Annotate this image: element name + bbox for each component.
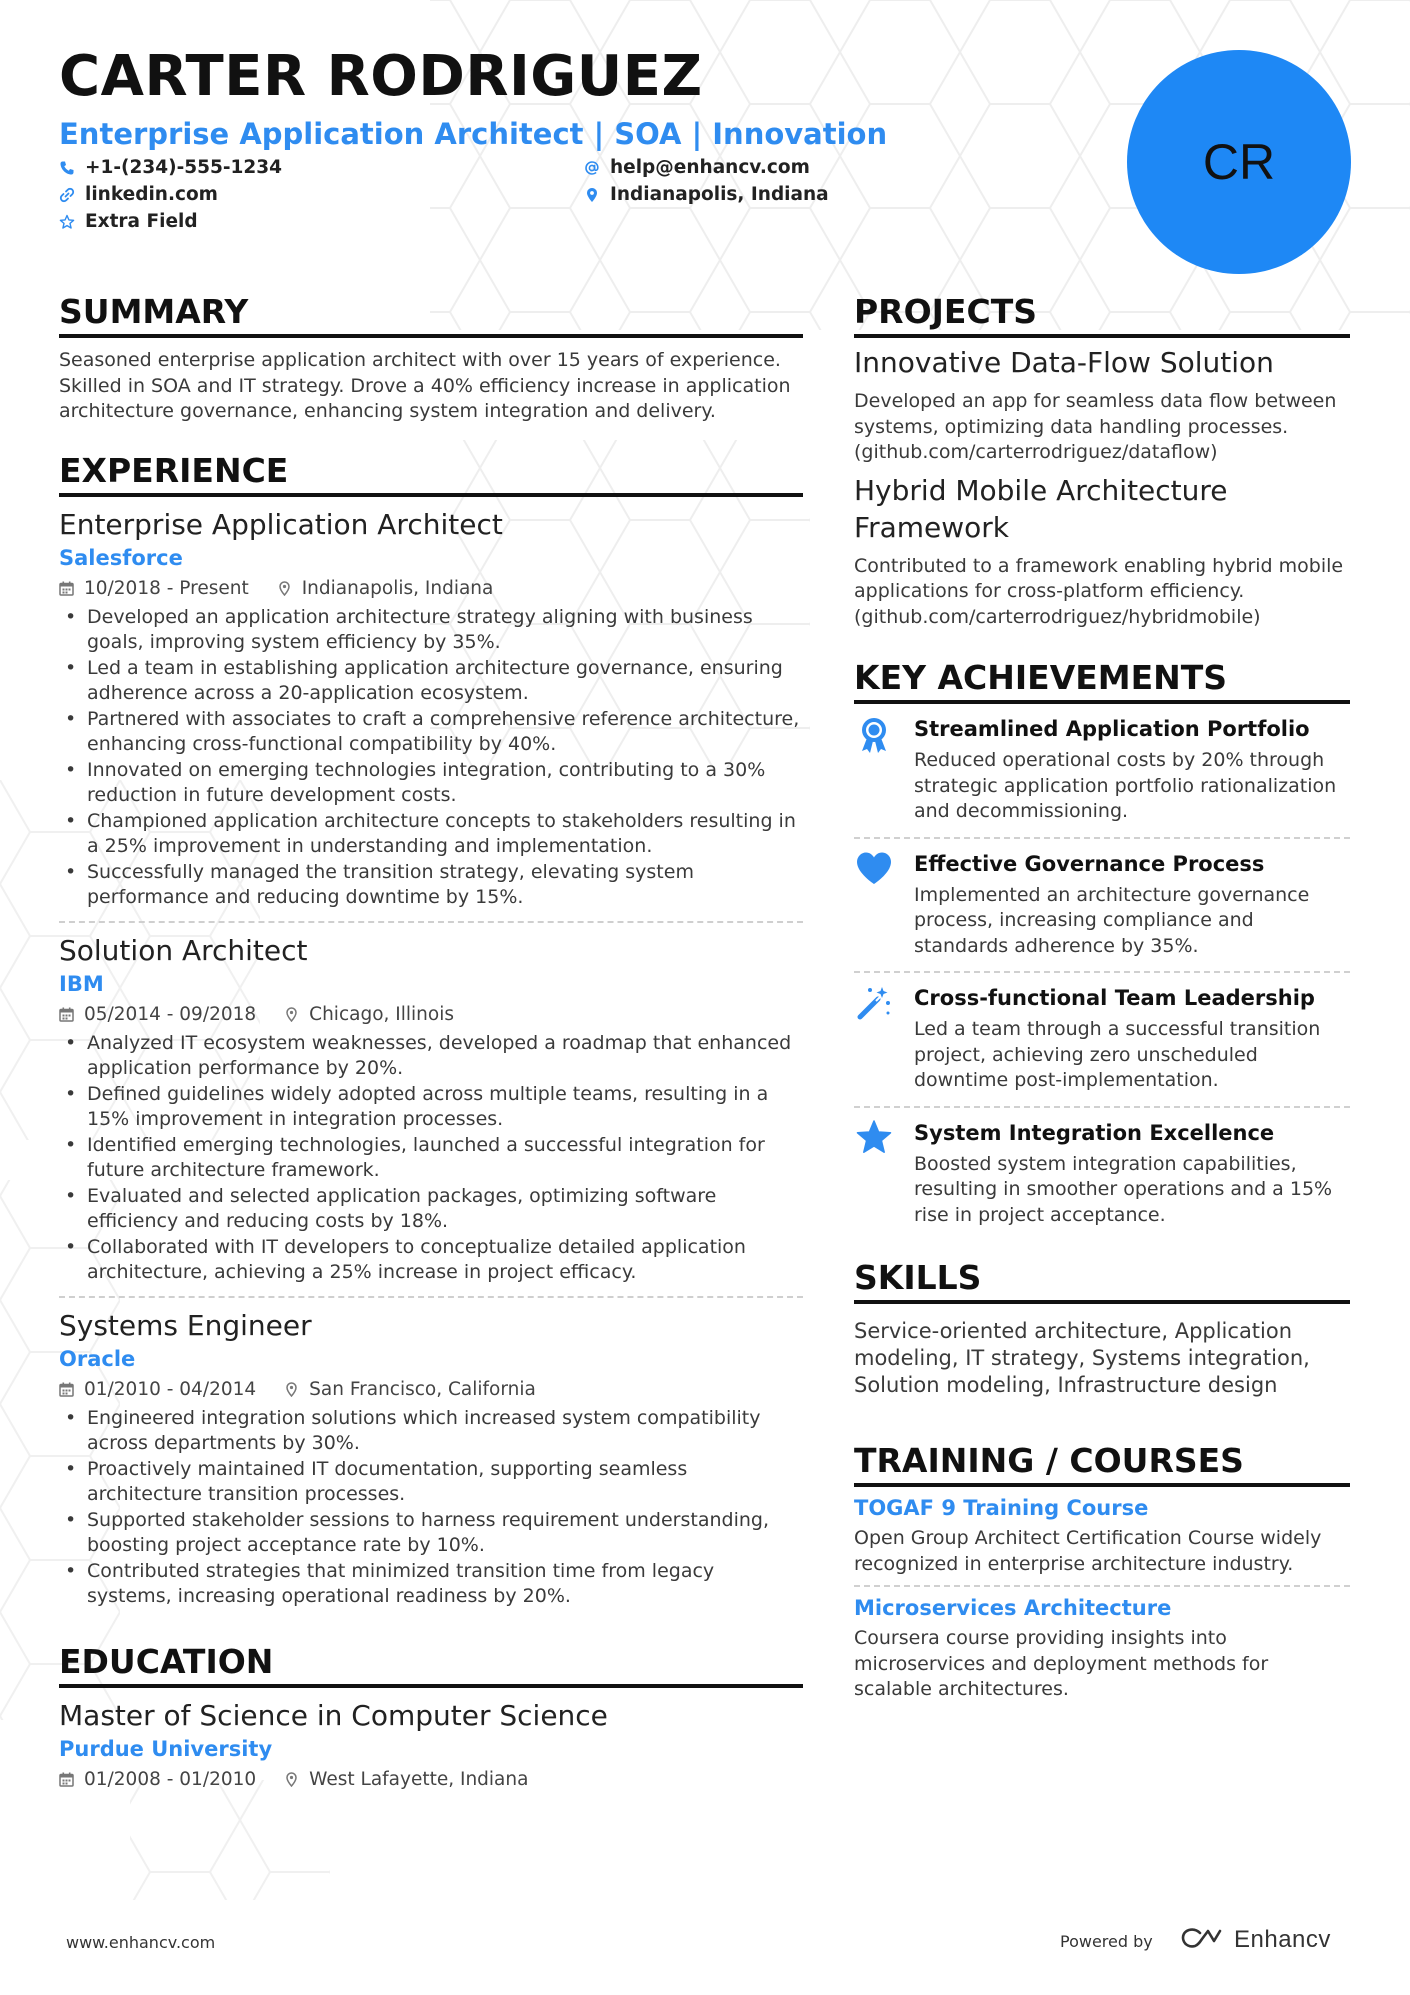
projects-heading: PROJECTS — [854, 290, 1350, 338]
job-location: San Francisco, California — [309, 1378, 536, 1400]
education-meta — [59, 1766, 803, 1794]
footer-powered-by: Powered by — [1060, 1932, 1153, 1951]
education-item — [59, 1688, 803, 1804]
bullet-item: • Developed an application architecture strategy aligning with business goals, improving system efficiency by 35%. — [59, 605, 803, 656]
calendar-icon — [59, 1007, 74, 1022]
company-name: IBM — [59, 971, 104, 996]
achievement-desc: Reduced operational costs by 20% through strategic application portfolio rationalization and decommissioning. — [914, 749, 1337, 822]
skills-text: Service-oriented architecture, Application modeling, IT strategy, Systems integration, Solution modeling, Infrastructure design — [854, 1319, 1310, 1397]
map-pin-icon — [284, 1382, 299, 1397]
heart-icon — [855, 851, 893, 885]
bullet-item: • Contributed strategies that minimized transition time from legacy systems, increasing operational readiness by 20%. — [59, 1559, 803, 1610]
company-name: Salesforce — [59, 545, 183, 570]
job-meta — [59, 1376, 803, 1404]
achievement-title: Effective Governance Process — [914, 851, 1265, 876]
job-dates: 10/2018 - Present — [84, 577, 249, 599]
job-dates: 01/2010 - 04/2014 — [84, 1378, 257, 1400]
company-name: Oracle — [59, 1346, 136, 1371]
achievement-desc: Implemented an architecture governance process, increasing compliance and standards adherence by 35%. — [914, 883, 1310, 957]
award-ribbon-icon — [857, 716, 891, 754]
summary-text: Seasoned enterprise application architect with over 15 years of experience. Skilled in SOA and IT strategy. Drove a 40% efficiency increase in application architecture governance, enhancing system integration and delivery. — [59, 349, 791, 422]
achievement-item — [854, 971, 1350, 1106]
phone-icon — [59, 160, 75, 176]
bullet-item: • Analyzed IT ecosystem weaknesses, developed a roadmap that enhanced application performance by 20%. — [59, 1031, 803, 1082]
project-desc: Contributed to a framework enabling hybrid mobile applications for cross-platform efficiency. (github.com/carterrodriguez/hybridmobile) — [854, 554, 1344, 628]
project-desc: Developed an app for seamless data flow between systems, optimizing data handling processes. (github.com/carterrodriguez/dataflow) — [854, 390, 1337, 463]
contact-phone-text: +1-(234)-555-1234 — [85, 157, 283, 178]
achievement-desc: Boosted system integration capabilities, resulting in smoother operations and a 15% rise in project acceptance. — [914, 1152, 1333, 1226]
job-title: Systems Engineer — [59, 1308, 312, 1342]
bullet-item: • Championed application architecture concepts to stakeholders resulting in a 25% improvement in understanding and implementation. — [59, 809, 803, 860]
star-icon — [856, 1120, 892, 1154]
bullet-item: • Led a team in establishing application architecture governance, ensuring adherence across a 20-application ecosystem. — [59, 656, 803, 707]
map-pin-icon — [284, 1772, 299, 1787]
achievements-heading: KEY ACHIEVEMENTS — [854, 656, 1350, 704]
footer-url[interactable]: www.enhancv.com — [66, 1933, 216, 1952]
project-title: Innovative Data-Flow Solution — [854, 346, 1274, 379]
bullet-item: • Innovated on emerging technologies integration, contributing to a 30% reduction in future development costs. — [59, 758, 803, 809]
left-column — [59, 290, 803, 1804]
bullet-item: • Supported stakeholder sessions to harness requirement understanding, boosting project acceptance rate by 10%. — [59, 1508, 803, 1559]
achievement-item — [854, 704, 1350, 837]
contact-linkedin-text: linkedin.com — [85, 184, 218, 205]
bullet-item: • Proactively maintained IT documentation, supporting seamless architecture transition processes. — [59, 1457, 803, 1508]
project-item — [854, 472, 1350, 631]
job-dates: 05/2014 - 09/2018 — [84, 1003, 257, 1025]
contact-email[interactable] — [584, 155, 810, 181]
contact-linkedin[interactable] — [59, 182, 218, 208]
job-title: Solution Architect — [59, 933, 308, 967]
contact-extra-text: Extra Field — [85, 211, 198, 232]
summary-heading: SUMMARY — [59, 290, 803, 338]
calendar-icon — [59, 1772, 74, 1787]
job-bullets — [59, 1406, 803, 1610]
skills-heading: SKILLS — [854, 1256, 1350, 1304]
job-title: Enterprise Application Architect — [59, 507, 503, 541]
candidate-name: CARTER RODRIGUEZ — [59, 44, 703, 109]
education-dates: 01/2008 - 01/2010 — [84, 1768, 257, 1790]
map-pin-icon — [284, 1007, 299, 1022]
course-desc: Open Group Architect Certification Course widely recognized in enterprise architecture industry. — [854, 1527, 1322, 1575]
right-column — [854, 290, 1350, 1703]
contact-extra — [59, 209, 198, 235]
bullet-item: • Collaborated with IT developers to conceptualize detailed application architecture, achieving a 25% increase in project efficacy. — [59, 1235, 803, 1286]
course-title: Microservices Architecture — [854, 1596, 1172, 1620]
achievements-section — [854, 656, 1350, 1240]
course-title: TOGAF 9 Training Course — [854, 1496, 1149, 1520]
project-item — [854, 344, 1350, 466]
course-item — [854, 1493, 1350, 1577]
achievement-desc: Led a team through a successful transition project, achieving zero unscheduled downtime post-implementation. — [914, 1018, 1321, 1091]
magic-wand-icon — [856, 985, 892, 1021]
experience-heading: EXPERIENCE — [59, 449, 803, 497]
enhancv-brand-text: Enhancv — [1234, 1926, 1331, 1953]
achievement-title: System Integration Excellence — [914, 1120, 1275, 1145]
job-location: Indianapolis, Indiana — [301, 577, 494, 599]
map-pin-icon — [584, 187, 600, 203]
skills-section — [854, 1256, 1350, 1399]
job-bullets — [59, 605, 803, 911]
job-location: Chicago, Illinois — [309, 1003, 454, 1025]
bullet-item: • Successfully managed the transition strategy, elevating system performance and reducing downtime by 15%. — [59, 860, 803, 911]
calendar-icon — [59, 1382, 74, 1397]
job-meta — [59, 1001, 803, 1029]
bullet-item: • Identified emerging technologies, launched a successful integration for future architecture framework. — [59, 1133, 803, 1184]
bullet-item: • Engineered integration solutions which increased system compatibility across departments by 30%. — [59, 1406, 803, 1457]
bullet-item: • Evaluated and selected application packages, optimizing software efficiency and reducing costs by 18%. — [59, 1184, 803, 1235]
degree-title: Master of Science in Computer Science — [59, 1698, 608, 1732]
job-bullets — [59, 1031, 803, 1286]
achievement-item — [854, 1106, 1350, 1241]
course-desc: Coursera course providing insights into microservices and deployment methods for scalable architectures. — [854, 1627, 1269, 1700]
map-pin-icon — [277, 581, 292, 596]
enhancv-logo[interactable] — [1180, 1925, 1331, 1955]
contact-email-text: help@enhancv.com — [610, 157, 810, 178]
link-icon — [59, 187, 75, 203]
experience-item — [59, 497, 803, 921]
training-section — [854, 1439, 1350, 1703]
experience-item — [59, 921, 803, 1296]
achievement-item — [854, 837, 1350, 972]
experience-item — [59, 1296, 803, 1620]
contact-location-text: Indianapolis, Indiana — [610, 184, 829, 205]
summary-section — [59, 290, 803, 425]
experience-section — [59, 449, 803, 1620]
enhancv-logo-icon — [1180, 1927, 1226, 1953]
education-heading: EDUCATION — [59, 1640, 803, 1688]
candidate-tagline: Enterprise Application Architect | SOA | Innovation — [59, 117, 888, 151]
training-heading: TRAINING / COURSES — [854, 1439, 1350, 1487]
calendar-icon — [59, 581, 74, 596]
education-section — [59, 1640, 803, 1804]
bullet-item: • Partnered with associates to craft a comprehensive reference architecture, enhancing cross-functional compatibility by 40%. — [59, 707, 803, 758]
school-name: Purdue University — [59, 1736, 273, 1761]
project-title: Hybrid Mobile Architecture Framework — [854, 473, 1228, 544]
contact-location — [584, 182, 829, 208]
achievement-title: Streamlined Application Portfolio — [914, 717, 1310, 741]
at-sign-icon — [584, 160, 600, 176]
job-meta — [59, 575, 803, 603]
star-outline-icon — [59, 214, 75, 230]
course-item — [854, 1585, 1350, 1703]
education-location: West Lafayette, Indiana — [309, 1768, 529, 1790]
avatar: CR — [1127, 50, 1351, 274]
projects-section — [854, 290, 1350, 630]
bullet-item: • Defined guidelines widely adopted across multiple teams, resulting in a 15% improvement in integration processes. — [59, 1082, 803, 1133]
achievement-title: Cross-functional Team Leadership — [914, 986, 1315, 1010]
contact-phone[interactable] — [59, 155, 282, 181]
